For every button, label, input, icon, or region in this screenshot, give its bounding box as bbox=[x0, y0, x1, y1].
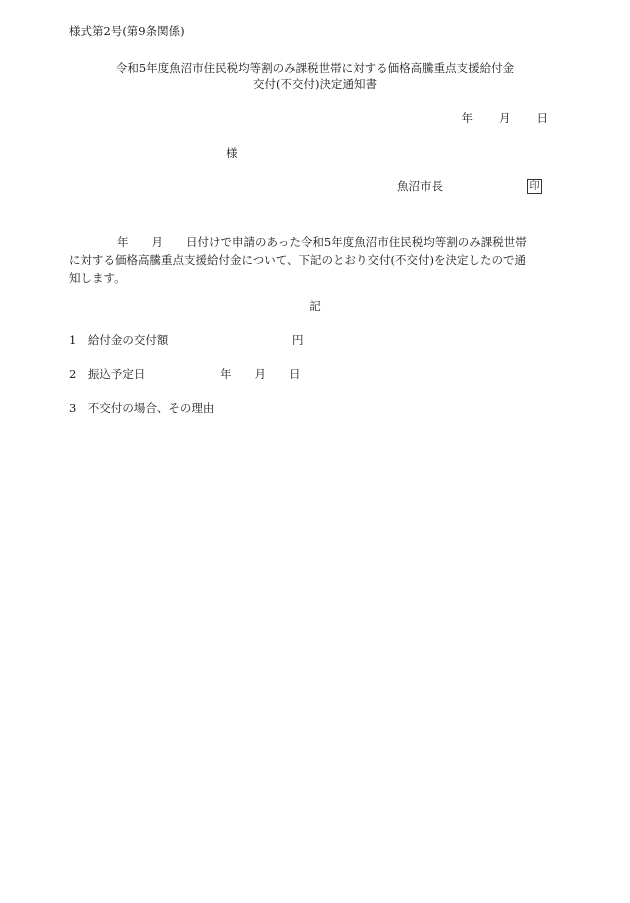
item-transfer-date-value: 年 月 日 bbox=[220, 367, 301, 381]
document-title-line2: 交付(不交付)決定通知書 bbox=[253, 77, 377, 91]
recipient-suffix: 様 bbox=[226, 146, 238, 160]
document-title-line1: 令和5年度魚沼市住民税均等割のみ課税世帯に対する価格高騰重点支援給付金 bbox=[115, 61, 515, 75]
body-line-3: 知します。 bbox=[69, 271, 126, 285]
item-grant-amount-label: 1 給付金の交付額 bbox=[69, 333, 169, 347]
seal-mark: 印 bbox=[527, 179, 542, 194]
ki-heading: 記 bbox=[309, 299, 321, 313]
form-number: 様式第2号(第9条関係) bbox=[69, 24, 185, 38]
body-line-2: に対する価格高騰重点支援給付金について、下記のとおり交付(不交付)を決定したので通 bbox=[69, 253, 527, 267]
item-transfer-date-label: 2 振込予定日 bbox=[69, 367, 146, 381]
body-line-1: 年 月 日付けで申請のあった令和5年度魚沼市住民税均等割のみ課税世帯 bbox=[117, 235, 527, 249]
item-refusal-reason-label: 3 不交付の場合、その理由 bbox=[69, 401, 215, 415]
date-year: 年 bbox=[461, 111, 473, 125]
date-month: 月 bbox=[499, 111, 511, 125]
issuer-name: 魚沼市長 bbox=[397, 179, 443, 193]
item-grant-amount-unit: 円 bbox=[292, 333, 304, 347]
issue-date bbox=[462, 113, 549, 125]
date-day: 日 bbox=[536, 111, 548, 125]
body-paragraph bbox=[69, 233, 559, 287]
